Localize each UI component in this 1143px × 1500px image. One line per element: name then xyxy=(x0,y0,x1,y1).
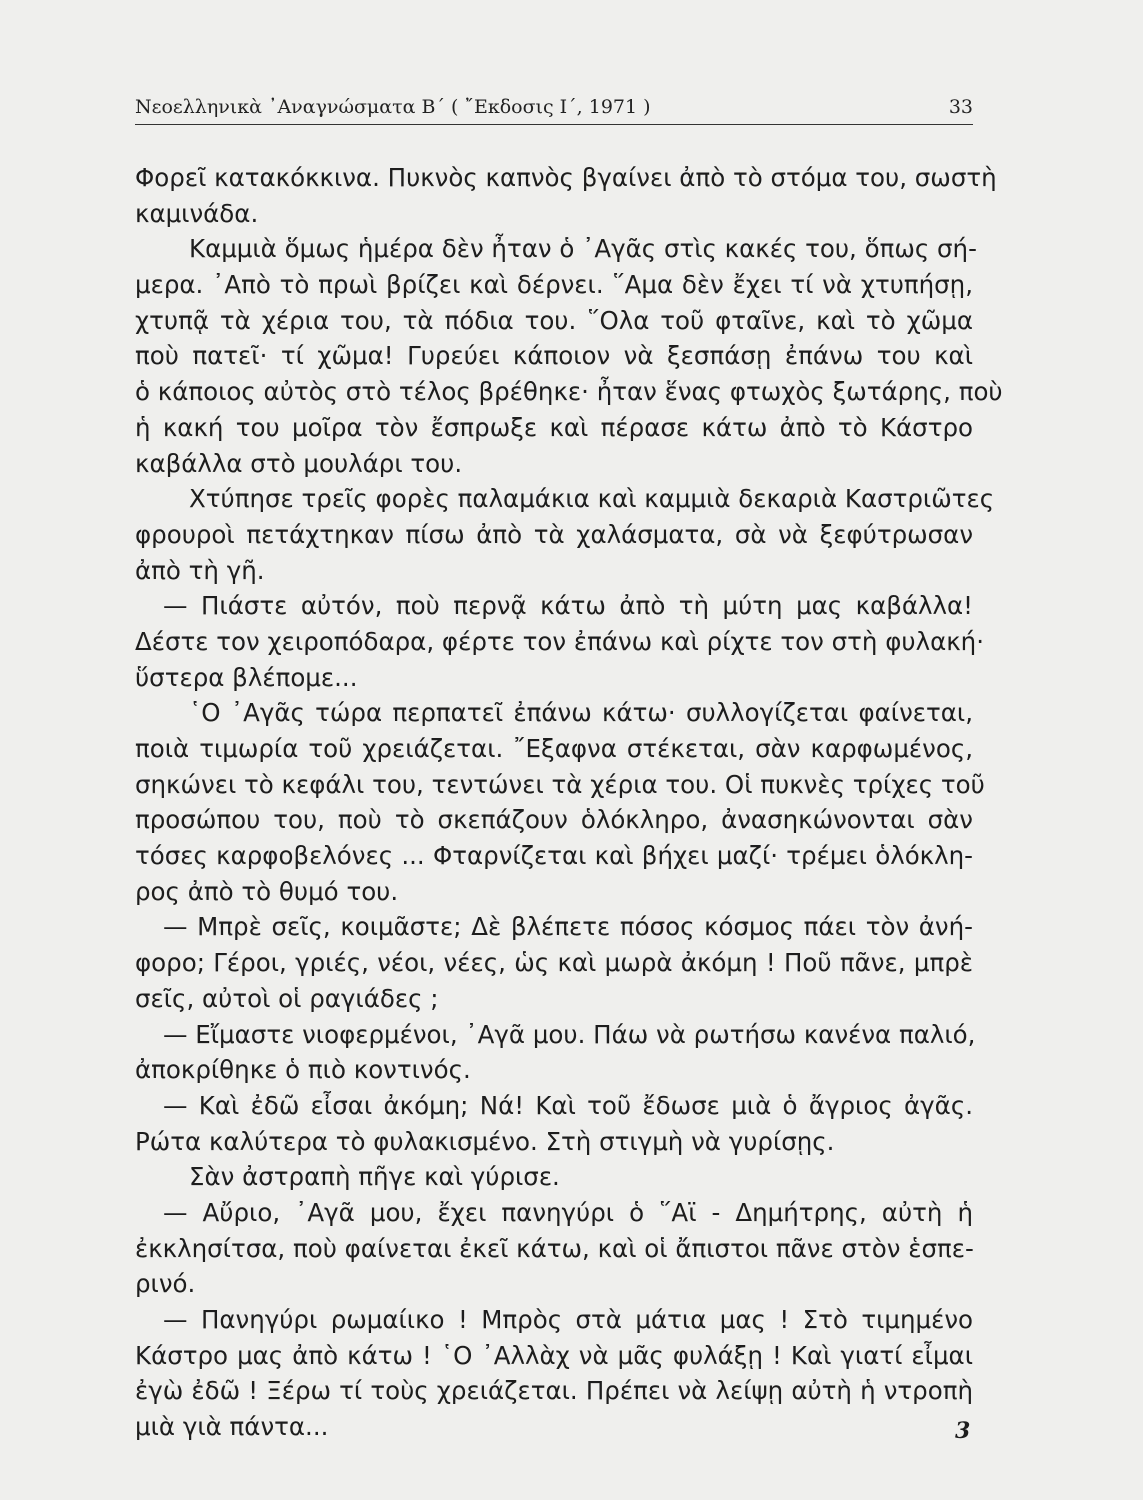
text-line: — Πιάστε αὐτόν, ποὺ περνᾷ κάτω ἀπὸ τὴ μύτη μας καβάλλα! xyxy=(163,591,973,621)
text-line: ὁ κάποιος αὐτὸς στὸ τέλος βρέθηκε· ἦταν ἕνας φτωχὸς ξωτάρης, ποὺ xyxy=(135,377,1003,407)
text-line: Φορεῖ κατακόκκινα. Πυκνὸς καπνὸς βγαίνει ἀπὸ τὸ στόμα του, σωστὴ xyxy=(135,163,997,192)
header-title: Νεοελληνικὰ ᾿Αναγνώσματα Β΄ ( ῎Εκδοσις Ι΄, 1971 ) xyxy=(135,96,651,118)
text-line: — Πανηγύρι ρωμαίικο ! Μπρὸς στὰ μάτια μας ! Στὸ τιμημένο xyxy=(163,1305,973,1334)
text-line: Ρώτα καλύτερα τὸ φυλακισμένο. Στὴ στιγμὴ νὰ γυρίσῃς. xyxy=(135,1126,835,1156)
text-line: ποιὰ τιμωρία τοῦ χρειάζεται. ῎Εξαφνα στέκεται, σὰν καρφωμένος, xyxy=(135,734,973,763)
text-line: — Εἴμαστε νιοφερμένοι, ᾿Αγᾶ μου. Πάω νὰ ρωτήσω κανένα παλιό, xyxy=(163,1019,976,1049)
text-line: — Καὶ ἐδῶ εἶσαι ἀκόμη; Νά! Καὶ τοῦ ἔδωσε μιὰ ὁ ἄγριος ἀγᾶς. xyxy=(163,1090,973,1120)
text-line: ἡ κακή του μοῖρα τὸν ἔσπρωξε καὶ πέρασε κάτω ἀπὸ τὸ Κάστρο xyxy=(135,412,973,442)
text-line: ῾Ο ᾿Αγᾶς τώρα περπατεῖ ἐπάνω κάτω· συλλογίζεται φαίνεται, xyxy=(189,698,973,728)
text-line: φρουροὶ πετάχτηκαν πίσω ἀπὸ τὰ χαλάσματα, σὰ νὰ ξεφύτρωσαν xyxy=(135,519,973,549)
body-text xyxy=(135,160,1003,1445)
text-line: Δέστε τον χειροπόδαρα, φέρτε τον ἐπάνω καὶ ρίχτε τον στὴ φυλακή· xyxy=(135,626,984,656)
text-line: Χτύπησε τρεῖς φορὲς παλαμάκια καὶ καμμιὰ δεκαριὰ Καστριῶτες xyxy=(189,484,995,514)
text-line: ἀποκρίθηκε ὁ πιὸ κοντινός. xyxy=(135,1055,471,1085)
text-line: Σὰν ἀστραπὴ πῆγε καὶ γύρισε. xyxy=(189,1162,560,1192)
text-line: χτυπᾷ τὰ χέρια του, τὰ πόδια του. ῞Ολα τοῦ φταῖνε, καὶ τὸ χῶμα xyxy=(135,305,973,335)
text-line: ἐγὼ ἐδῶ ! Ξέρω τί τοὺς χρειάζεται. Πρέπει νὰ λείψῃ αὐτὴ ἡ ντροπὴ xyxy=(135,1376,973,1406)
text-line: φορο; Γέροι, γριές, νέοι, νέες, ὡς καὶ μωρὰ ἀκόμη ! Ποῦ πᾶνε, μπρὲ xyxy=(135,948,973,978)
text-line: — Μπρὲ σεῖς, κοιμᾶστε; Δὲ βλέπετε πόσος κόσμος πάει τὸν ἀνή- xyxy=(163,912,973,942)
text-line: ἐκκλησίτσα, ποὺ φαίνεται ἐκεῖ κάτω, καὶ οἱ ἄπιστοι πᾶνε στὸν ἑσπε- xyxy=(135,1233,974,1263)
text-line: Κάστρο μας ἀπὸ κάτω ! ῾Ο ᾿Αλλὰχ νὰ μᾶς φυλάξῃ ! Καὶ γιατί εἶμαι xyxy=(135,1340,973,1370)
text-line: καμινάδα. xyxy=(135,198,259,228)
running-header xyxy=(135,94,973,125)
text-line: ἀπὸ τὴ γῆ. xyxy=(135,555,265,585)
text-line: ὕστερα βλέπομε... xyxy=(135,662,358,692)
signature-mark: 3 xyxy=(955,1418,971,1444)
header-page-number: 33 xyxy=(948,96,973,118)
text-line: ποὺ πατεῖ· τί χῶμα! Γυρεύει κάποιον νὰ ξεσπάσῃ ἐπάνω του καὶ xyxy=(135,341,973,371)
text-line: καβάλλα στὸ μουλάρι του. xyxy=(135,448,463,478)
text-line: ρινό. xyxy=(135,1269,196,1299)
text-line: τόσες καρφοβελόνες ... Φταρνίζεται καὶ βήχει μαζί· τρέμει ὁλόκλη- xyxy=(135,841,973,871)
text-line: Καμμιὰ ὅμως ἡμέρα δὲν ἦταν ὁ ᾿Αγᾶς στὶς κακές του, ὅπως σή- xyxy=(189,234,977,264)
text-line: προσώπου του, ποὺ τὸ σκεπάζουν ὁλόκληρο, ἀνασηκώνονται σὰν xyxy=(135,805,973,835)
text-line: μερα. ᾿Απὸ τὸ πρωὶ βρίζει καὶ δέρνει. ῞Αμα δὲν ἔχει τί νὰ χτυπήσῃ, xyxy=(135,270,973,300)
text-line: σεῖς, αὐτοὶ οἱ ραγιάδες ; xyxy=(135,983,439,1013)
text-line: — Αὔριο, ᾿Αγᾶ μου, ἔχει πανηγύρι ὁ ῞Αϊ - Δημήτρης, αὐτὴ ἡ xyxy=(163,1197,973,1227)
text-line: μιὰ γιὰ πάντα... xyxy=(135,1412,329,1442)
text-line: ρος ἀπὸ τὸ θυμό του. xyxy=(135,876,399,906)
text-line: σηκώνει τὸ κεφάλι του, τεντώνει τὰ χέρια του. Οἱ πυκνὲς τρίχες τοῦ xyxy=(135,769,985,799)
